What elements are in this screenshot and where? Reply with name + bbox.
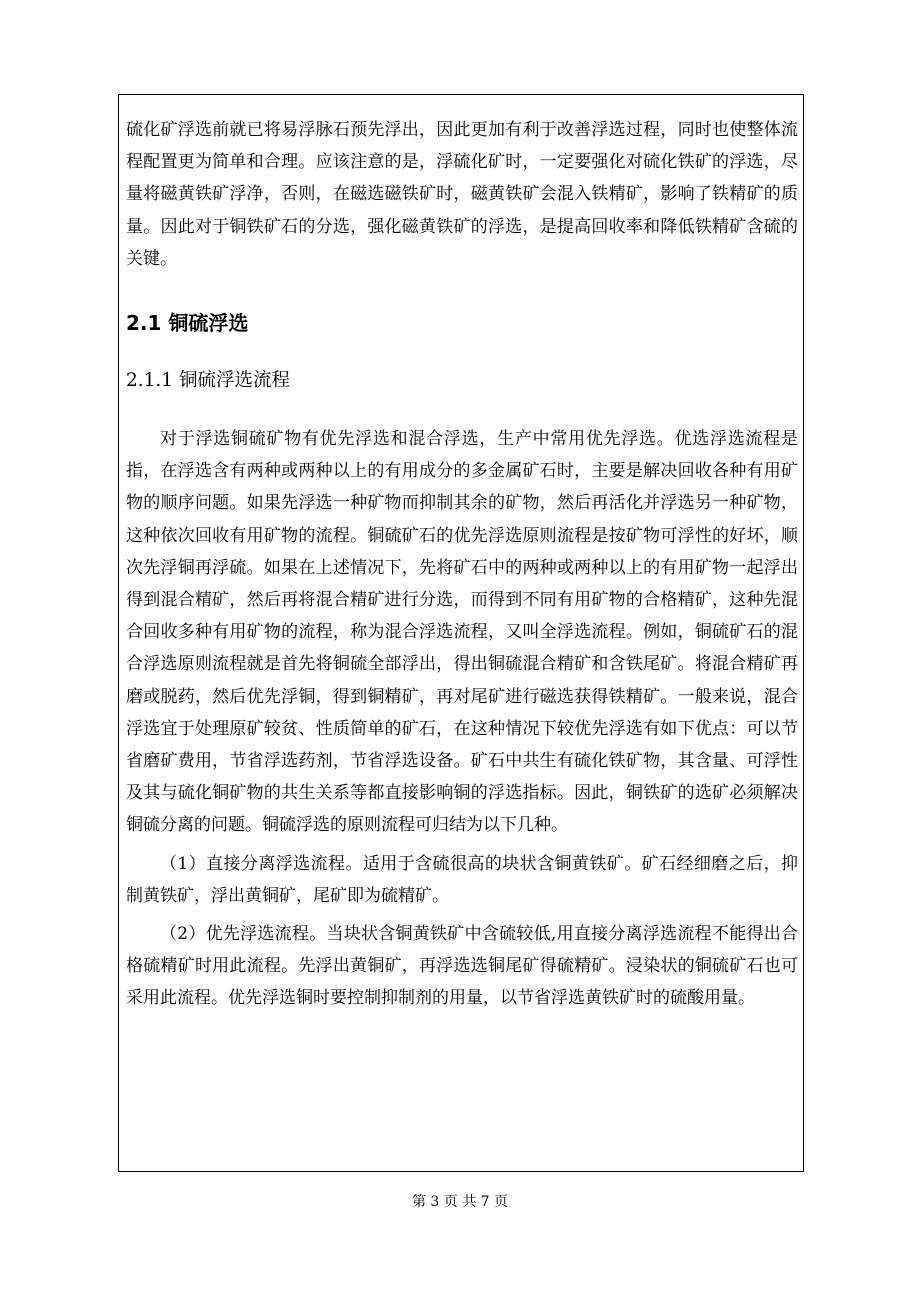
subsection-heading: 2.1.1 铜硫浮选流程 xyxy=(126,370,290,392)
paragraph-continued: 硫化矿浮选前就已将易浮脉石预先浮出，因此更加有利于改善浮选过程，同时也使整体流程配置更为简单和合理。应该注意的是，浮硫化矿时，一定要强化对硫化铁矿的浮选，尽量将磁黄铁矿浮净，否则，在磁选磁铁矿时，磁黄铁矿会混入铁精矿，影响了铁精矿的质量。因此对于铜铁矿石的分选，强化磁黄铁矿的浮选，是提高回收率和降低铁精矿含硫的关键。 xyxy=(126,120,798,269)
paragraph-priority-flotation: （2）优先浮选流程。当块状含铜黄铁矿中含硫较低,用直接分离浮选流程不能得出合格硫精矿时用此流程。先浮出黄铜矿，再浮选选铜尾矿得硫精矿。浸染状的铜硫矿石也可采用此流程。优先浮选铜时要控制抑制剂的用量，以节省浮选黄铁矿时的硫酸用量。 xyxy=(126,924,798,1009)
document-body xyxy=(126,114,798,1015)
section-heading: 2.1 铜硫浮选 xyxy=(126,311,249,336)
paragraph-direct-separation: （1）直接分离浮选流程。适用于含硫很高的块状含铜黄铁矿。矿石经细磨之后，抑制黄铁矿，浮出黄铜矿，尾矿即为硫精矿。 xyxy=(126,853,798,906)
paragraph-flotation-overview: 对于浮选铜硫矿物有优先浮选和混合浮选，生产中常用优先浮选。优选浮选流程是指，在浮选含有两种或两种以上的有用成分的多金属矿石时，主要是解决回收各种有用矿物的顺序问题。如果先浮选一种矿物而抑制其余的矿物，然后再活化并浮选另一种矿物，这种依次回收有用矿物的流程。铜硫矿石的优先浮选原则流程是按矿物可浮性的好坏，顺次先浮铜再浮硫。如果在上述情况下，先将矿石中的两种或两种以上的有用矿物一起浮出得到混合精矿，然后再将混合精矿进行分选，而得到不同有用矿物的合格精矿，这种先混合回收多种有用矿物的流程，称为混合浮选流程，又叫全浮选流程。例如，铜硫矿石的混合浮选原则流程就是首先将铜硫全部浮出，得出铜硫混合精矿和含铁尾矿。将混合精矿再磨或脱药，然后优先浮铜，得到铜精矿，再对尾矿进行磁选获得铁精矿。一般来说，混合浮选宜于处理原矿较贫、性质简单的矿石，在这种情况下较优先浮选有如下优点：可以节省磨矿费用，节省浮选药剂，节省浮选设备。矿石中共生有硫化铁矿物，其含量、可浮性及其与硫化铜矿物的共生关系等都直接影响铜的浮选指标。因此，铜铁矿的选矿必须解决铜硫分离的问题。铜硫浮选的原则流程可归结为以下几种。 xyxy=(126,429,798,836)
page-number: 第 3 页 共 7 页 xyxy=(411,1194,509,1210)
